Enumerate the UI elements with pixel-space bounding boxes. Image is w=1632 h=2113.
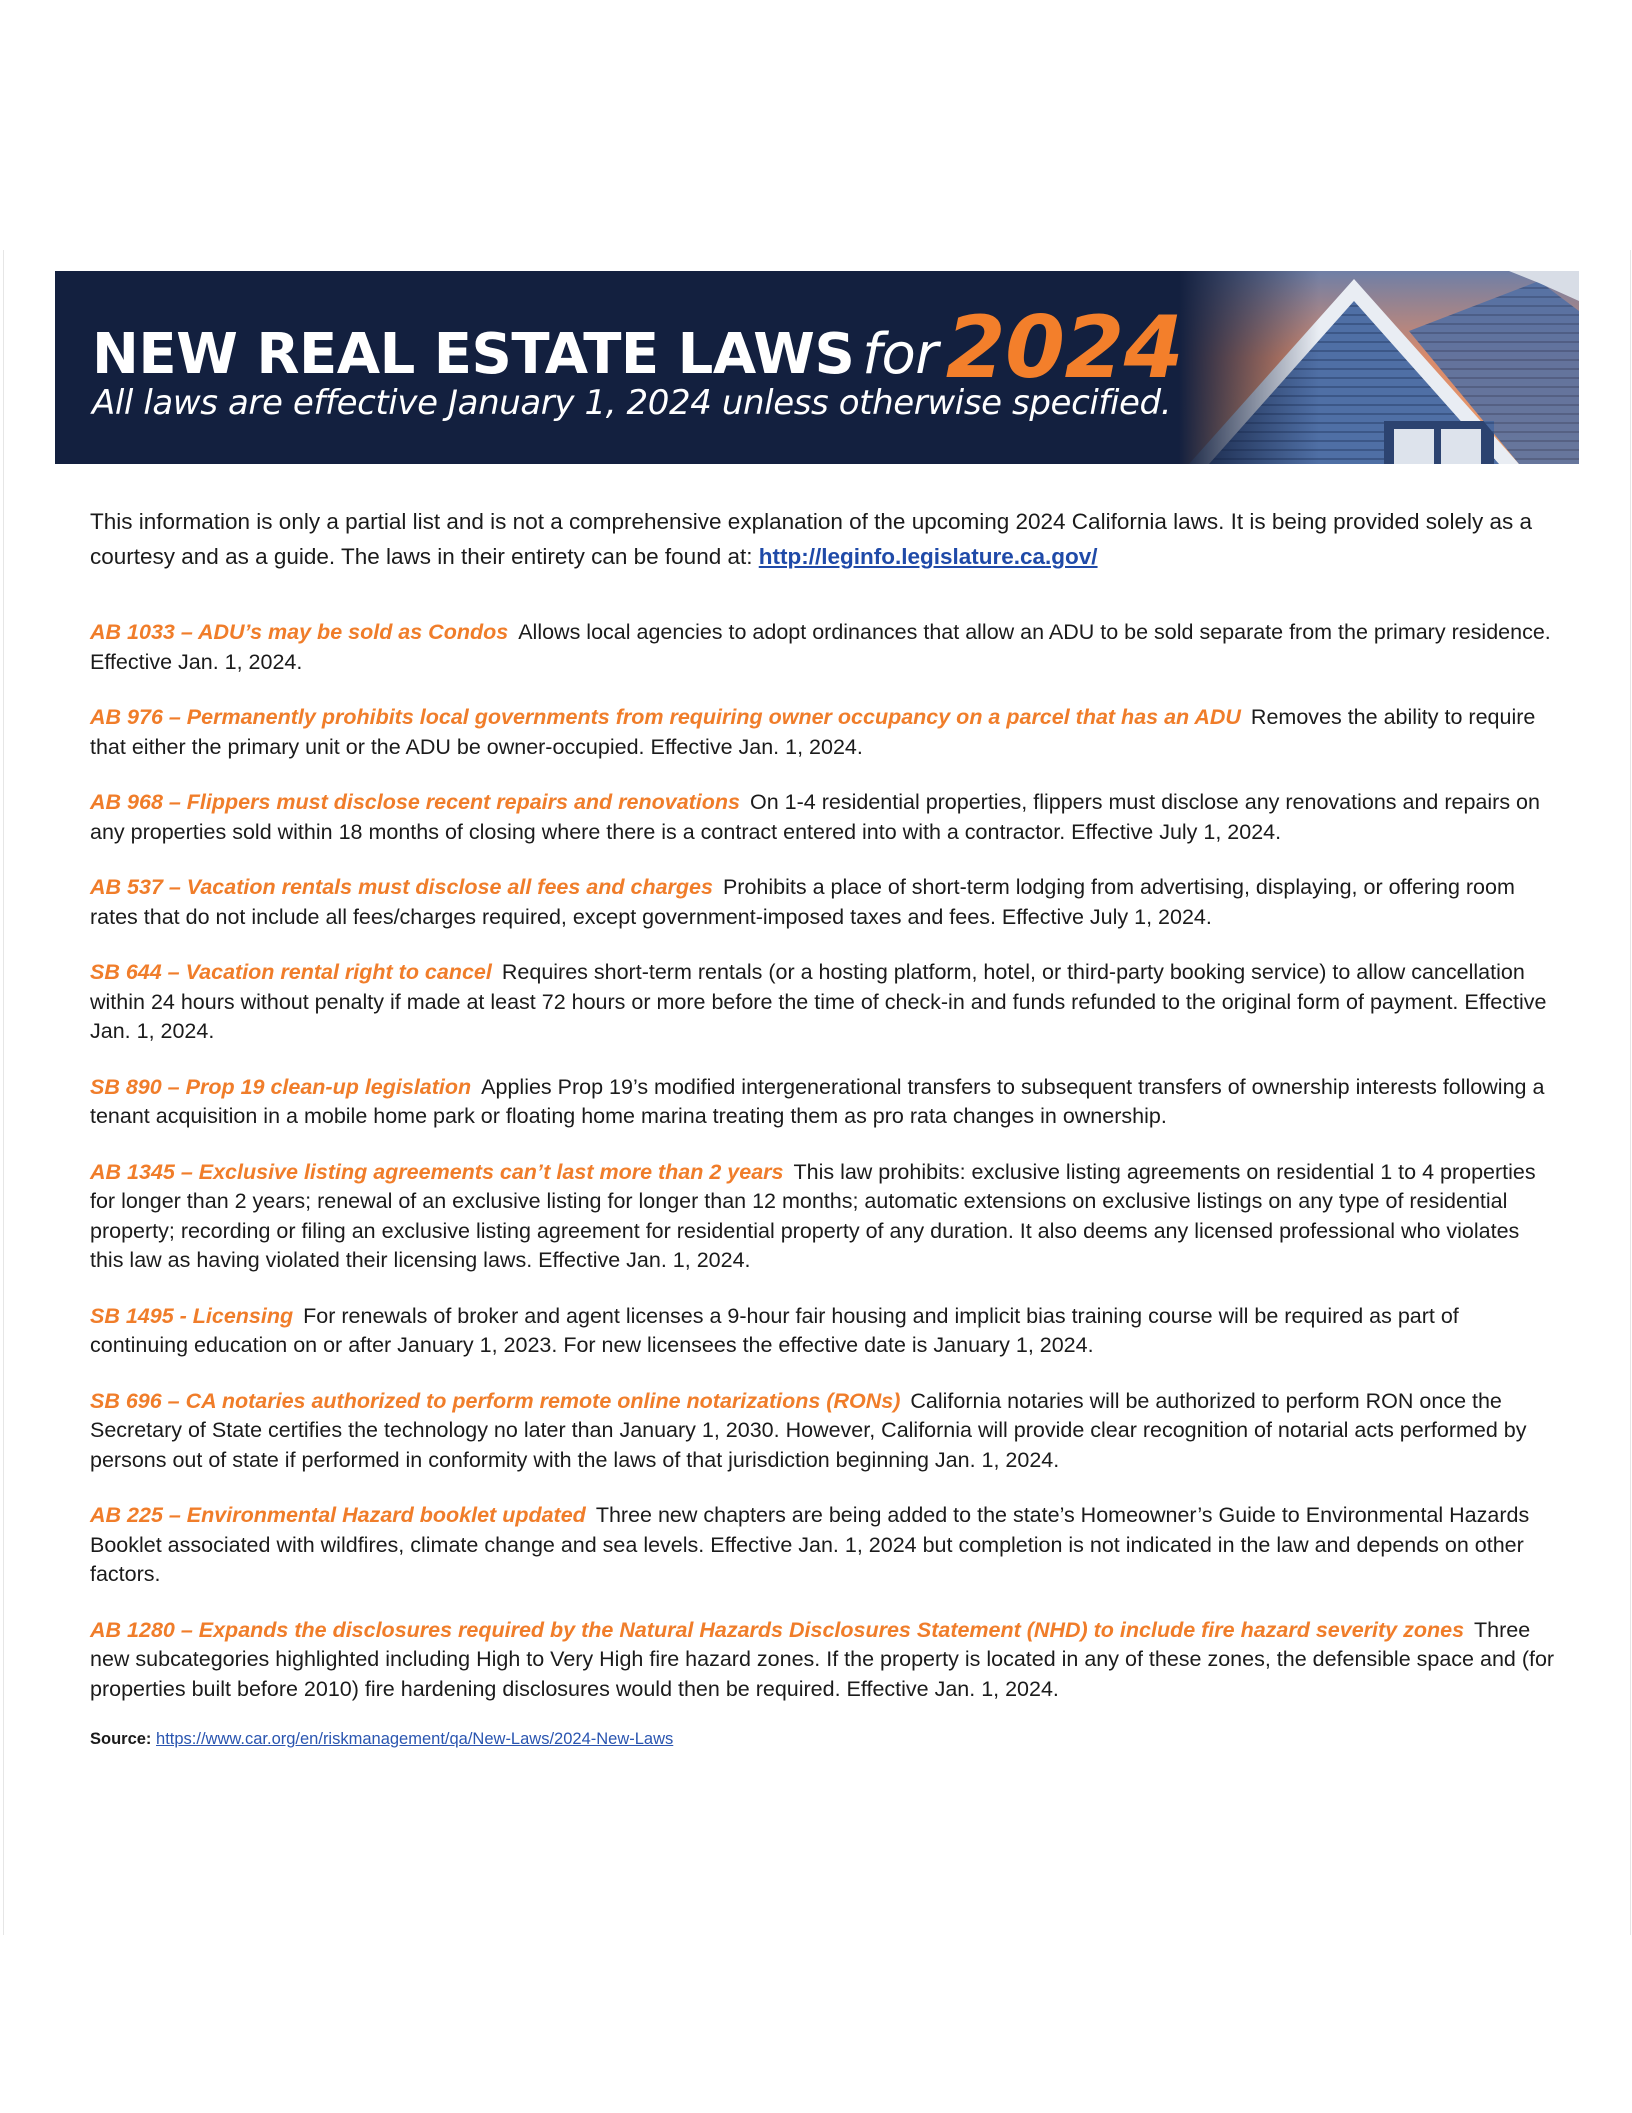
law-body: Requires short-term rentals (or a hosting platform, hotel, or third-party booking service) to allow cancellation within 24 hours without penalty if made at least 72 hours or more before the time of check-in and funds refunded to the original form of payment. Effective Jan. 1, 2024. <box>90 960 1547 1043</box>
law-body: Three new chapters are being added to the state’s Homeowner’s Guide to Environmental Hazards Booklet associated with wildfires, climate change and sea levels. Effective Jan. 1, 2024 but completion is not indicated in the law and depends on other factors. <box>90 1503 1530 1586</box>
law-body: Applies Prop 19’s modified intergenerational transfers to subsequent transfers of ownership interests following a tenant acquisition in a mobile home park or floating home marina treating them as pro rata changes in ownership. <box>90 1074 1545 1128</box>
law-body: Prohibits a place of short-term lodging from advertising, displaying, or offering room rates that do not include all fees/charges required, except government-imposed taxes and fees. Effective July 1, 2024. <box>90 875 1515 929</box>
law-title: AB 537 – Vacation rentals must disclose all fees and charges <box>90 875 713 899</box>
law-title: AB 968 – Flippers must disclose recent repairs and renovations <box>90 790 741 814</box>
law-title: AB 1033 – ADU’s may be sold as Condos <box>90 620 509 644</box>
intro-text: This information is only a partial list and is not a comprehensive explanation of the upcoming 2024 California laws. It is being provided solely as a courtesy and as a guide. The laws in their entirety can be found at: <box>90 509 1533 569</box>
law-item <box>90 1387 1558 1476</box>
law-item <box>90 873 1558 932</box>
law-body: Allows local agencies to adopt ordinances that allow an ADU to be sold separate from the primary residence. Effective Jan. 1, 2024. <box>90 620 1551 674</box>
header-banner <box>55 271 1579 464</box>
law-title: SB 890 – Prop 19 clean-up legislation <box>90 1074 472 1099</box>
source-label: Source: <box>90 1730 157 1748</box>
law-body: This law prohibits: exclusive listing agreements on residential 1 to 4 properties for longer than 2 years; renewal of an exclusive listing for longer than 12 months; automatic extensions on exclusive listings on any type of residential property; recording or filing an exclusive listing agreement for residential property of any duration. It also deems any licensed professional who violates this law as having violated their licensing laws. Effective Jan. 1, 2024. <box>90 1159 1536 1272</box>
law-title: SB 696 – CA notaries authorized to perform remote online notarizations (RONs) <box>90 1388 901 1413</box>
law-body: Removes the ability to require that either the primary unit or the ADU be owner-occupied. Effective Jan. 1, 2024. <box>90 705 1536 759</box>
house-illustration <box>1179 271 1579 464</box>
law-body: Three new subcategories highlighted including High to Very High fire hazard zones. If the property is located in any of these zones, the defensible space and (for properties built before 2010) fire hardening disclosures would then be required. Effective Jan. 1, 2024. <box>90 1617 1555 1701</box>
document-body <box>90 504 1558 1749</box>
law-item <box>90 1158 1558 1276</box>
law-title: AB 1345 – Exclusive listing agreements can’t last more than 2 years <box>90 1159 784 1184</box>
law-item <box>90 788 1558 847</box>
law-body: On 1-4 residential properties, flippers must disclose any renovations and repairs on any properties sold within 18 months of closing where there is a contract entered into with a contractor. Effective July 1, 2024. <box>90 790 1540 844</box>
law-title: AB 1280 – Expands the disclosures required by the Natural Hazards Disclosures Statement (NHD) to include fire hazard severity zones <box>90 1617 1465 1642</box>
source-link[interactable]: https://www.car.org/en/riskmanagement/qa/New-Laws/2024-New-Laws <box>156 1730 674 1748</box>
law-title: SB 644 – Vacation rental right to cancel <box>90 960 492 984</box>
law-item <box>90 618 1558 677</box>
law-item <box>90 1302 1558 1361</box>
law-item <box>90 958 1558 1047</box>
law-title: AB 225 – Environmental Hazard booklet updated <box>90 1503 586 1527</box>
page-subtitle: All laws are effective January 1, 2024 unless otherwise specified. <box>92 383 1172 423</box>
leginfo-link[interactable]: http://leginfo.legislature.ca.gov/ <box>758 544 1098 569</box>
law-item <box>90 1073 1558 1132</box>
page-title <box>92 298 1184 398</box>
law-title: SB 1495 - Licensing <box>90 1303 294 1328</box>
law-item <box>90 1501 1558 1590</box>
law-item <box>90 1616 1558 1705</box>
law-body: For renewals of broker and agent licenses a 9-hour fair housing and implicit bias training course will be required as part of continuing education on or after January 1, 2023. For new licensees the effective date is January 1, 2024. <box>90 1303 1459 1357</box>
title-main: NEW REAL ESTATE LAWS <box>92 322 855 387</box>
source-line <box>90 1730 1558 1749</box>
law-body: California notaries will be authorized to perform RON once the Secretary of State certifies the technology no later than January 1, 2030. However, California will provide clear recognition of notarial acts performed by persons out of state if performed in conformity with the laws of that jurisdiction beginning Jan. 1, 2024. <box>90 1388 1527 1472</box>
intro-paragraph <box>90 504 1558 574</box>
law-title: AB 976 – Permanently prohibits local governments from requiring owner occupancy on a parcel that has an ADU <box>90 705 1241 729</box>
title-for: for <box>862 322 938 387</box>
title-year: 2024 <box>945 298 1184 398</box>
law-item <box>90 703 1558 762</box>
